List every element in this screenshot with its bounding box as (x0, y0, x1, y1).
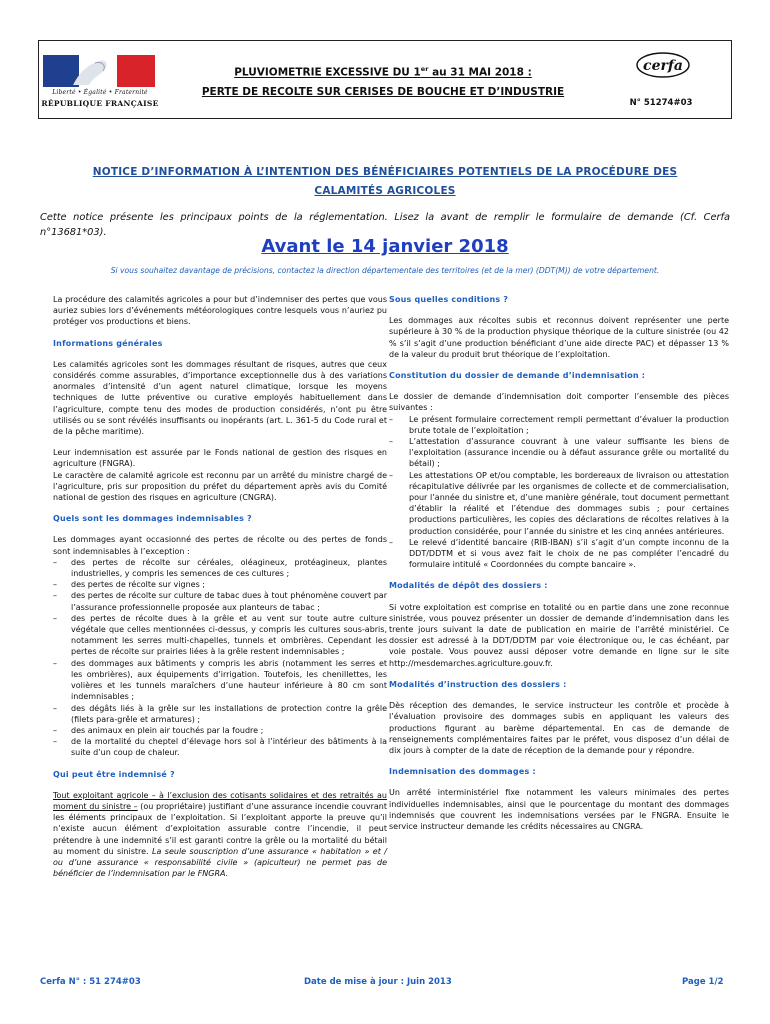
list-item: – des pertes de récolte dues à la grêle et au vent sur toute autre culture végétale que celles mentionnées ci-dessus, y compris les cultures sous-abris, notamment les serres multi-chapelles, tunnels et ombrières. Cependant les pertes de récolte sur prairies liées à la grêle restent indemnisables ; (53, 613, 387, 658)
footer-cerfa-number: Cerfa N° : 51 274#03 (40, 977, 141, 987)
svg-text:cerfa: cerfa (643, 58, 683, 74)
list-item: – des dégâts liés à la grêle sur les installations de protection contre la grêle (filets para-grêle et armatures) ; (53, 703, 387, 725)
footer-update-date: Date de mise à jour : Juin 2013 (304, 977, 452, 987)
left-column (53, 294, 387, 889)
general-paragraph: Le caractère de calamité agricole est reconnu par un arrêté du ministre chargé de l’agriculture, pris sur proposition du préfet du département après avis du Comité national de gestion des risques en agriculture (CNGRA). (53, 470, 387, 503)
indemnity-paragraph: Un arrêté interministériel fixe notamment les valeurs minimales des pertes individuelles indemnisables, ainsi que le pourcentage du montant des dommages indemnisés que couvrent les indemnisations versées par le FNGRA. Ensuite le service instructeur demande les crédits nécessaires au CNGRA. (389, 788, 729, 831)
general-paragraph: Leur indemnisation est assurée par le Fonds national de gestion des risques en agriculture (FNGRA). (53, 448, 387, 469)
list-item: – des pertes de récolte sur céréales, oléagineux, protéagineux, plantes industrielles, y compris les semences de ces cultures ; (53, 557, 387, 579)
section-heading-indemnity: Indemnisation des dommages : (389, 767, 536, 777)
section-heading-instruction: Modalités d’instruction des dossiers : (389, 679, 567, 689)
who-paragraph: Tout exploitant agricole – à l’exclusion des cotisants solidaires et des retraités au moment du sinistre – (ou propriétaire) justifiant d’une assurance incendie couvrant les éléments principaux de l’exploitation. Si l’exploitant apporte la preuve qu’il n’existe aucun élément d’exploitation assurable contre l’incendie, il peut prétendre à une indemnité s’il est garanti contre la grêle ou la mortalité du bétail au moment du sinistre. La seule souscription d’une assurance « habitation » et / ou d’une assurance « responsabilité civile » (apiculteur) ne permet pas de bénéficier de l’indemnisation par le FNGRA. (53, 790, 387, 879)
motto: Liberté • Égalité • Fraternité (52, 89, 148, 96)
header-title-line1: PLUVIOMETRIE EXCESSIVE DU 1er au 31 MAI 2018 : (234, 65, 532, 79)
instruction-paragraph: Dès réception des demandes, le service instructeur les contrôle et procède à l’évaluation provisoire des dommages subis en appliquant les valeurs des productions figurant au barème départemental. En cas de demande de renseignements complémentaires faites par le préfet, vous disposez d’un délai de dix jours à compter de la date de réception de la demande pour y répondre. (389, 701, 729, 755)
marianne-flag-icon (43, 55, 155, 87)
section-heading-file: Constitution du dossier de demande d’indemnisation : (389, 371, 646, 381)
list-item: – Le présent formulaire correctement rempli permettant d’évaluer la production brute totale de l’exploitation ; (389, 414, 729, 436)
damages-list (53, 557, 387, 759)
conditions-paragraph: Les dommages aux récoltes subis et reconnus doivent représenter une perte supérieure à 30 % de la production physique théorique de la culture sinistrée (ou 42 % s’il s’agit d’une production bénéficiant d’une aide directe PAC) et dépasser 13 % de la valeur du produit brut théorique de l’exploitation. (389, 316, 729, 359)
section-heading-who: Qui peut être indemnisé ? (53, 769, 175, 779)
file-paragraph: Le dossier de demande d’indemnisation doit comporter l’ensemble des pièces suivantes : (389, 392, 729, 413)
deposit-paragraph: Si votre exploitation est comprise en totalité ou en partie dans une zone reconnue sinistrée, vous pouvez présenter un dossier de demande d’indemnisation dans les trente jours suivant la date de publication en mairie de l’arrêté ministériel. Ce dossier est adressé à la DDT/DDTM par voie électronique ou, le cas échéant, par voie postale. Vous pouvez aussi déposer votre demande en ligne sur le site http://mesdemarches.agriculture.gouv.fr. (389, 602, 729, 668)
republic-label: RÉPUBLIQUE FRANÇAISE (41, 99, 159, 108)
file-list (389, 414, 729, 571)
cerfa-number: N° 51274#03 (629, 98, 693, 108)
list-item: – Les attestations OP et/ou comptable, les bordereaux de livraison ou attestation récapitulative délivrée par les organismes de collecte et de commercialisation, pour l’année du sinistre et, d’une manière générale, tout document permettant d’établir la réalité et l’étendue des dommages subis ; pour certaines productions particulières, les copies des déclarations de récoltes relatives à la production considérée, pour l’année du sinistre et les cinq années antérieures. (389, 470, 729, 537)
list-item: – des pertes de récolte sur vignes ; (53, 579, 387, 590)
intro-paragraph: La procédure des calamités agricoles a pour but d’indemniser des pertes que vous auriez subies lors d’événements météorologiques contre lesquels vous n’auriez pu protéger vos productions et biens. (53, 295, 387, 327)
section-heading-deposit: Modalités de dépôt des dossiers : (389, 581, 548, 591)
list-item: – L’attestation d’assurance couvrant à une valeur suffisante les biens de l’exploitation (assurance incendie ou à défaut assurance grêle ou mortalité du bétail) ; (389, 436, 729, 470)
section-heading-general: Informations générales (53, 338, 163, 348)
list-item: – Le relevé d’identité bancaire (RIB-IBAN) s’il s’agit d’un compte inconnu de la DDT/DDTM et si vous avez fait le choix de ne pas compléter l’encadré du formulaire intitulé « Coordonnées du compte bancaire ». (389, 537, 729, 571)
list-item: – de la mortalité du cheptel d’élevage hors sol à l’intérieur des bâtiments à la suite d’un coup de chaleur. (53, 736, 387, 758)
header-title-line2: PERTE DE RECOLTE SUR CERISES DE BOUCHE ET D’INDUSTRIE (201, 86, 565, 98)
contact-note: Si vous souhaitez davantage de précisions, contactez la direction départementale des territoires (et de la mer) (DDT(M)) de votre département. (110, 266, 660, 275)
deadline-heading: Avant le 14 janvier 2018 (261, 236, 509, 257)
footer-page-number: Page 1/2 (682, 977, 724, 987)
notice-title: NOTICE D’INFORMATION À L’INTENTION DES BÉNÉFICIAIRES POTENTIELS DE LA PROCÉDURE DES CALAMITÉS AGRICOLES (92, 166, 678, 197)
list-item: – des animaux en plein air touchés par la foudre ; (53, 725, 387, 736)
form-header (38, 40, 732, 119)
damages-paragraph: Les dommages ayant occasionné des pertes de récolte ou des pertes de fonds sont indemnisables à l’exception : (53, 535, 387, 556)
section-heading-conditions: Sous quelles conditions ? (389, 295, 509, 304)
marianne-logo (41, 55, 159, 115)
cerfa-logo (635, 51, 691, 79)
intro-text: Cette notice présente les principaux points de la réglementation. Lisez la avant de remplir le formulaire de demande (Cf. Cerfa n°13681*03). (40, 212, 730, 238)
general-paragraph: Les calamités agricoles sont les dommages résultant de risques, autres que ceux considérés comme assurables, d’importance exceptionnelle dus à des variations anormales d’intensité d’un agent naturel climatique, lorsque les moyens techniques de lutte préventive ou curative employés habituellement dans l’agriculture, compte tenu des modes de production considérés, n’ont pu être utilisés ou se sont révélés insuffisants ou inopérants (art. L. 361-5 du Code rural et de la pêche maritime). (53, 359, 387, 437)
section-heading-damages: Quels sont les dommages indemnisables ? (53, 514, 252, 524)
right-column (389, 294, 729, 842)
list-item: – des dommages aux bâtiments y compris les abris (notamment les serres et les ombrières), aux équipements d’irrigation. Toutefois, les chenillettes, les volières et les tunnels maraîchers d’une hauteur inférieure à 80 cm sont indemnisables ; (53, 658, 387, 703)
list-item: – des pertes de récolte sur culture de tabac dues à tout phénomène couvert par l’assurance professionnelle proposée aux planteurs de tabac ; (53, 590, 387, 612)
